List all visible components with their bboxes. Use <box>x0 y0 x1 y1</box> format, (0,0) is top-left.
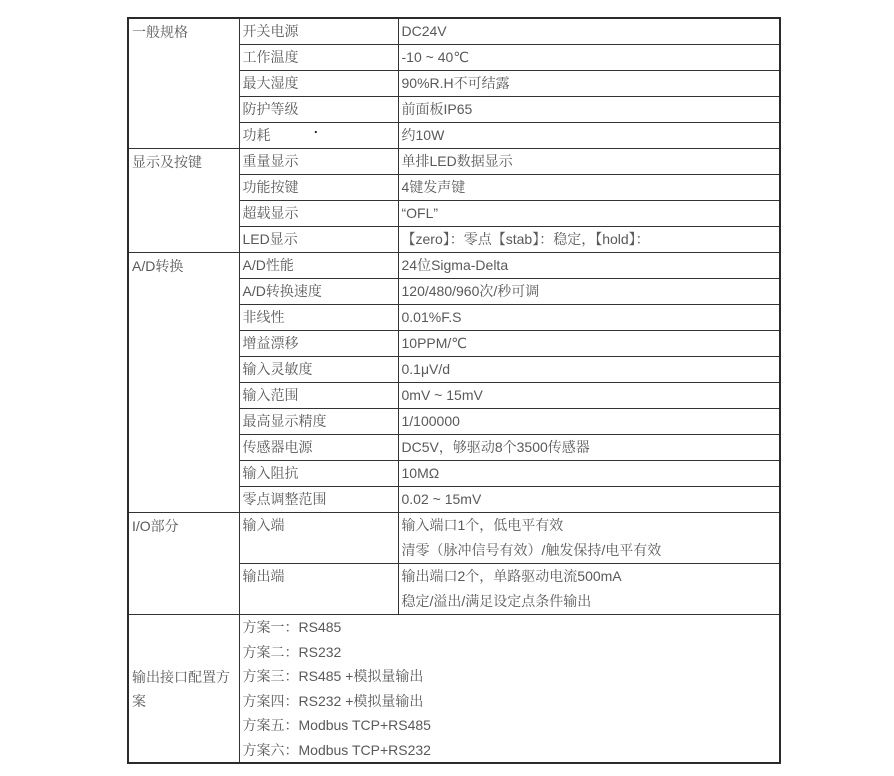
value-line: 输出端口2个，单路驱动电流500mA <box>401 568 622 584</box>
spec-value-cell: -10 ~ 40℃ <box>398 45 780 71</box>
option-line: 方案二：RS232 <box>242 643 342 660</box>
option-line: 方案一：RS485 <box>242 619 342 635</box>
stray-dot-mark: . <box>314 121 318 136</box>
spec-value-cell: “OFL” <box>398 201 780 227</box>
spec-value-cell: 1/100000 <box>398 409 780 435</box>
spec-label-cell: 最高显示精度 <box>239 409 398 435</box>
spec-value-cell: 0.1μV/d <box>398 357 780 383</box>
spec-value-cell: DC5V，够驱动8个3500传感器 <box>398 435 780 461</box>
spec-label-cell: 输入端 <box>239 513 398 564</box>
spec-label-cell: 工作温度 <box>239 45 398 71</box>
spec-value-cell: DC24V <box>398 18 780 45</box>
spec-value-cell: 前面板IP65 <box>398 97 780 123</box>
spec-value-cell: 0.01%F.S <box>398 305 780 331</box>
spec-value-cell: 约10W <box>398 123 780 149</box>
option-line: 方案五：Modbus TCP+RS485 <box>242 717 431 733</box>
spec-value-cell: 24位Sigma-Delta <box>398 253 780 279</box>
category-cell: I/O部分 <box>128 513 239 615</box>
spec-value-cell <box>239 615 780 764</box>
spec-value-cell: 【zero】：零点【stab】：稳定，【hold】： <box>398 227 780 253</box>
option-line: 方案六：Modbus TCP+RS232 <box>242 741 431 758</box>
spec-table-body <box>128 18 780 763</box>
table-row <box>128 18 780 45</box>
spec-value-cell: 0mV ~ 15mV <box>398 383 780 409</box>
spec-value-cell <box>398 564 780 615</box>
category-cell: 一般规格 <box>128 18 239 149</box>
spec-label-cell: 增益漂移 <box>239 331 398 357</box>
value-line: 清零（脉冲信号有效）/触发保持/电平有效 <box>401 542 662 558</box>
spec-label-cell: 传感器电源 <box>239 435 398 461</box>
spec-label-cell: 输入灵敏度 <box>239 357 398 383</box>
spec-value-cell: 4键发声键 <box>398 175 780 201</box>
spec-label-cell: 功耗 <box>239 123 398 149</box>
table-row <box>128 149 780 175</box>
spec-label-cell: 防护等级 <box>239 97 398 123</box>
spec-label-cell: 功能按键 <box>239 175 398 201</box>
spec-label-cell: 重量显示 <box>239 149 398 175</box>
spec-label-cell: LED显示 <box>239 227 398 253</box>
option-line: 方案四：RS232 +模拟量输出 <box>242 692 424 709</box>
spec-label-cell: A/D转换速度 <box>239 279 398 305</box>
spec-label-cell: 开关电源 <box>239 18 398 45</box>
spec-value-cell: 10PPM/℃ <box>398 331 780 357</box>
spec-value-cell: 120/480/960次/秒可调 <box>398 279 780 305</box>
spec-value-cell: 10MΩ <box>398 461 780 487</box>
table-row <box>128 253 780 279</box>
category-cell: 显示及按键 <box>128 149 239 253</box>
table-row <box>128 513 780 564</box>
spec-label-cell: A/D性能 <box>239 253 398 279</box>
spec-value-cell: 单排LED数据显示 <box>398 149 780 175</box>
spec-table <box>127 17 781 764</box>
spec-label-cell: 超载显示 <box>239 201 398 227</box>
spec-value-cell: 0.02 ~ 15mV <box>398 487 780 513</box>
table-row <box>128 615 780 764</box>
spec-label-cell: 零点调整范围 <box>239 487 398 513</box>
category-cell: A/D转换 <box>128 253 239 513</box>
spec-table-container <box>127 17 781 764</box>
spec-label-cell: 输出端 <box>239 564 398 615</box>
option-line: 方案三：RS485 +模拟量输出 <box>242 668 424 684</box>
spec-value-cell: 90%R.H不可结露 <box>398 71 780 97</box>
spec-value-cell <box>398 513 780 564</box>
spec-label-cell: 输入范围 <box>239 383 398 409</box>
spec-label-cell: 非线性 <box>239 305 398 331</box>
spec-label-cell: 输入阻抗 <box>239 461 398 487</box>
category-cell: 输出接口配置方案 <box>128 615 239 764</box>
value-line: 稳定/溢出/满足设定点条件输出 <box>401 593 592 609</box>
value-line: 输入端口1个，低电平有效 <box>401 517 564 533</box>
spec-label-cell: 最大湿度 <box>239 71 398 97</box>
